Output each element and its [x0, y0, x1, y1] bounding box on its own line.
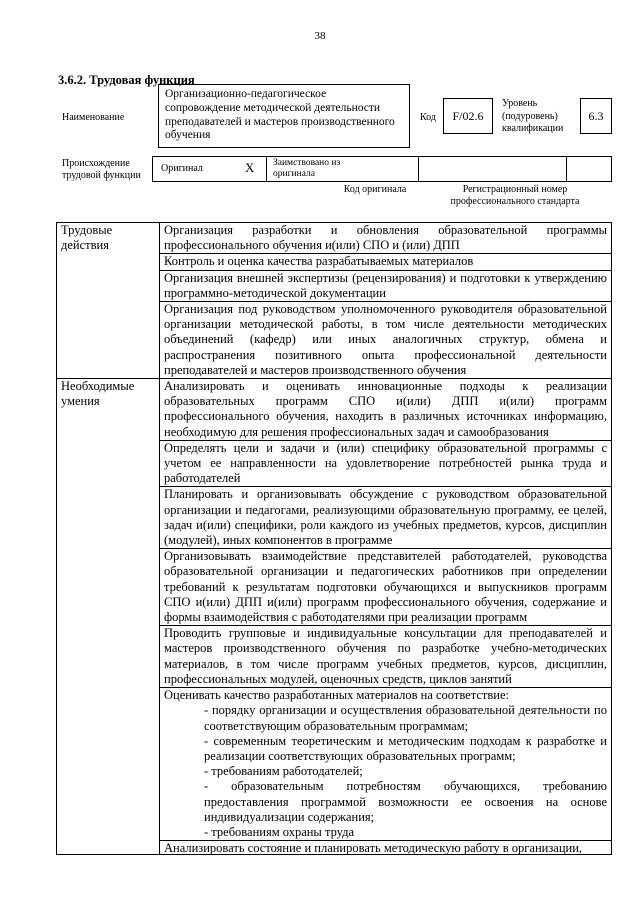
page-number: 38	[314, 30, 326, 42]
quality-criterion: - требованиям охраны труда	[204, 824, 355, 839]
quality-criterion: - порядку организации и осуществления образовательной деятельности по соответствующим образовательным программам;	[204, 703, 607, 733]
code-label: Код	[420, 112, 436, 123]
quality-assessment-item	[160, 688, 612, 841]
skill-item: Проводить групповые и индивидуальные консультации для преподавателей и мастеров производственного обучения по разработке учебно-методических материалов, в том числе программ учебных предметов, курсов, дисциплин, профессиональных модулей, оценочных средств, циклов занятий	[160, 626, 612, 688]
name-label: Наименование	[62, 112, 125, 123]
skill-item: Планировать и организовывать обсуждение с руководством образовательной организации и педагогами, реализующими образовательную программу, ее целей, задач и(или) специфики, роли каждого из учебных предметов, курсов, дисциплин (модулей), иных компонентов в программе	[160, 487, 612, 549]
skill-item: Организовывать взаимодействие представителей работодателей, руководства образовательной организации и педагогических работников при определении требований к результатам подготовки обучающихся и выпускников программ СПО и(или) ДПП и(или) программ профессионального обучения, содержание и формы взаимодействия с работодателями при реализации программ	[160, 549, 612, 626]
skill-item: Определять цели и задачи и (или) специфику образовательной программы с учетом ее направленности на удовлетворение потребностей рынка труда и работодателей	[160, 440, 612, 487]
reg-number-caption: Регистрационный номер профессионального стандарта	[450, 184, 580, 207]
labor-action-item: Контроль и оценка качества разрабатываемых материалов	[160, 254, 612, 270]
code-original-caption: Код оригинала	[343, 184, 407, 195]
original-mark: X	[245, 160, 255, 175]
quality-intro: Оценивать качество разработанных материалов на соответствие:	[164, 688, 509, 703]
function-name-box: Организационно-педагогическое сопровождение методической деятельности преподавателей и мастеров производственного обучения	[158, 84, 410, 148]
labor-action-item: Организация разработки и обновления образовательной программы профессионального обучения и(или) СПО и (или) ДПП	[160, 223, 612, 254]
quality-criterion: - современным теоретическим и методическим подходам к разработке и реализации соответствующих образовательных программ;	[204, 733, 607, 763]
origin-label-text: Происхождение трудовой функции	[62, 158, 141, 181]
code-value: F/02.6	[443, 98, 493, 134]
skill-item-partial-text: Анализировать состояние и планировать методическую работу в организации,	[164, 841, 583, 855]
code-original-cell	[419, 157, 567, 181]
quality-criterion: - требованиям работодателей;	[204, 764, 363, 779]
skills-label: Необходимые умения	[57, 379, 160, 855]
borrowed-cell	[267, 157, 419, 181]
section-title: 3.6.2. Трудовая функция	[58, 73, 195, 87]
quality-criterion: - образовательным потребностям обучающихся, требованию предоставления программой возможности ее освоения на основе индивидуализации содержания;	[204, 779, 607, 824]
function-details-table	[56, 222, 612, 855]
original-cell	[153, 157, 267, 181]
skill-item: Анализировать и оценивать инновационные подходы к реализации образовательных программ СПО и(или) ДПП и(или) программ профессионального обучения, находить в различных источниках информацию, необходимую для решения профессиональных задач и самообразования	[160, 379, 612, 441]
labor-action-item: Организация под руководством уполномоченного руководителя образовательной организации методической работы, в том числе деятельности методических объединений (кафедр) или иных аналогичных структур, обмена и распространения позитивного опыта профессиональной деятельности преподавателей и мастеров производственного обучения	[160, 302, 612, 379]
labor-actions-label: Трудовые действия	[57, 223, 160, 379]
level-value: 6.3	[580, 98, 612, 134]
original-label: Оригинал	[161, 163, 203, 174]
origin-label	[62, 158, 150, 182]
borrowed-label: Заимствовано из оригинала	[273, 158, 341, 179]
level-label-text: Уровень (подуровень) квалификации	[502, 98, 564, 134]
skill-item-partial	[160, 841, 612, 855]
labor-action-item: Организация внешней экспертизы (рецензирования) и подготовки к утверждению программно-методической документации	[160, 270, 612, 301]
origin-table	[152, 156, 612, 182]
level-label	[502, 98, 574, 136]
